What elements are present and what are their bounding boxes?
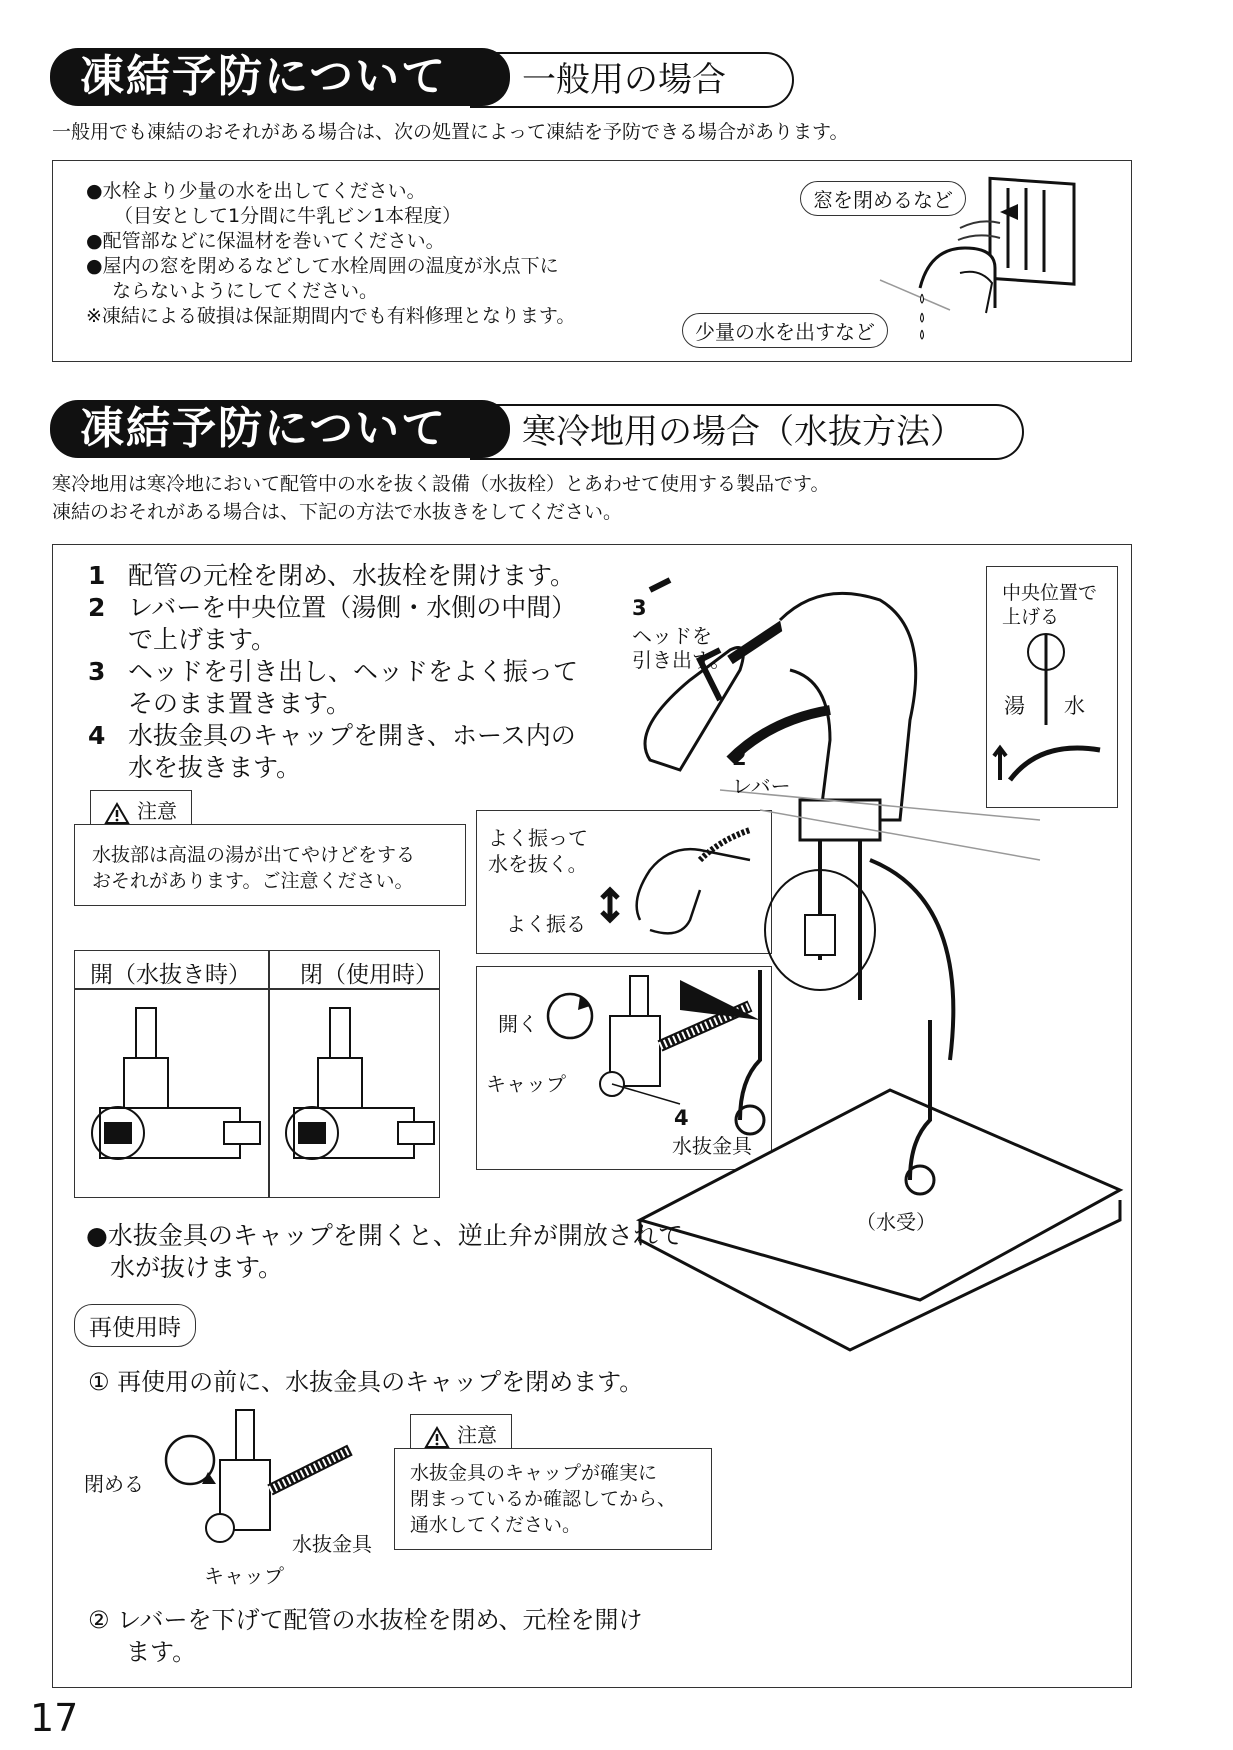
warning-icon bbox=[105, 802, 129, 824]
reuse-label: 再使用時 bbox=[74, 1304, 196, 1347]
reuse-step1: ① 再使用の前に、水抜金具のキャップを閉めます。 bbox=[88, 1368, 644, 1396]
fig-step3-line-2: 引き出す。 bbox=[632, 648, 731, 672]
step-2-text: レバーを中央位置（湯側・水側の中間） bbox=[128, 593, 577, 622]
step-4-cont-text: 水を抜きます。 bbox=[128, 753, 302, 782]
step-3-cont bbox=[128, 688, 351, 720]
water-callout: 少量の水を出すなど bbox=[682, 313, 888, 348]
section1-subtitle bbox=[470, 52, 794, 108]
step-3-cont-text: そのまま置きます。 bbox=[128, 689, 352, 718]
reuse-step2-line-2: ます。 bbox=[126, 1638, 197, 1666]
window-faucet-illustration bbox=[900, 168, 1120, 348]
caution2-label: 注意 bbox=[457, 1423, 497, 1447]
step-2-cont-text: で上げます。 bbox=[128, 625, 277, 654]
section2-title: 凍結予防について bbox=[50, 400, 510, 458]
s1-bullet-6: ※凍結による破損は保証期間内でも有料修理となります。 bbox=[86, 305, 576, 327]
lever-center-illustration bbox=[990, 630, 1120, 800]
step-2 bbox=[88, 592, 576, 624]
step-1-num: 1 bbox=[88, 561, 106, 590]
center-line-2: 上げる bbox=[1002, 606, 1060, 628]
step-3 bbox=[88, 656, 578, 688]
hot-label: 湯 bbox=[1004, 694, 1025, 718]
valve-closed-label: 閉（使用時） bbox=[300, 962, 438, 988]
caution2-line-1: 水抜金具のキャップが確実に bbox=[410, 1462, 658, 1484]
caution2-tab bbox=[410, 1414, 512, 1452]
caution1-line-2: おそれがあります。ご注意ください。 bbox=[92, 870, 414, 892]
valve-closed-illustration bbox=[278, 998, 458, 1188]
valve-open-label: 開（水抜き時） bbox=[90, 962, 251, 988]
step-1-text: 配管の元栓を閉め、水抜栓を開けます。 bbox=[128, 561, 576, 590]
step-4-cont bbox=[128, 752, 301, 784]
shake-action: よく振る bbox=[506, 912, 586, 936]
step-4 bbox=[88, 720, 576, 752]
cold-label: 水 bbox=[1064, 694, 1085, 718]
valve-open-illustration bbox=[84, 998, 264, 1188]
warning-icon bbox=[425, 1426, 449, 1448]
s1-bullet-4: ●屋内の窓を閉めるなどして水栓周囲の温度が氷点下に bbox=[86, 255, 559, 277]
caution1-line-1: 水抜部は高温の湯が出てやけどをする bbox=[92, 844, 416, 866]
s1-bullet-1: ●水栓より少量の水を出してください。 bbox=[86, 180, 426, 202]
section2-intro-1: 寒冷地用は寒冷地において配管中の水を抜く設備（水抜栓）とあわせて使用する製品です。 bbox=[52, 473, 830, 495]
shake-line-1: よく振って bbox=[488, 826, 588, 850]
s1-bullet-2: （目安として1分間に牛乳ビン1本程度） bbox=[114, 205, 462, 227]
section2-intro-2: 凍結のおそれがある場合は、下記の方法で水抜きをしてください。 bbox=[52, 501, 623, 523]
step-4-text: 水抜金具のキャップを開き、ホース内の bbox=[128, 721, 576, 750]
section1-title: 凍結予防について bbox=[50, 48, 510, 106]
fig-step3-line-1: ヘッドを bbox=[632, 624, 712, 648]
caution2-line-3: 通水してください。 bbox=[410, 1514, 582, 1536]
note-line-1: ●水抜金具のキャップを開くと、逆止弁が開放されて bbox=[86, 1221, 683, 1250]
center-line-1: 中央位置で bbox=[1002, 582, 1098, 604]
caution1-tab bbox=[90, 790, 192, 828]
shake-line-2: 水を抜く。 bbox=[488, 852, 588, 876]
caution2-line-2: 閉まっているか確認してから、 bbox=[410, 1488, 677, 1510]
cap-cap-label: キャップ bbox=[486, 1072, 566, 1096]
cap-fitting-label: 水抜金具 bbox=[672, 1134, 752, 1158]
step-1 bbox=[88, 560, 575, 592]
reuse-step2-line-1: ② レバーを下げて配管の水抜栓を閉め、元栓を開け bbox=[88, 1606, 643, 1634]
step-2-num: 2 bbox=[88, 593, 106, 622]
step-3-num: 3 bbox=[88, 657, 106, 686]
s1-bullet-3: ●配管部などに保温材を巻いてください。 bbox=[86, 230, 445, 252]
step-3-text: ヘッドを引き出し、ヘッドをよく振って bbox=[128, 657, 579, 686]
reuse-close-label: 閉める bbox=[84, 1472, 144, 1496]
caution1-label: 注意 bbox=[137, 799, 177, 823]
s1-bullet-5: ならないようにしてください。 bbox=[112, 280, 379, 302]
page-number: 17 bbox=[30, 1696, 79, 1740]
cap-open-label: 開く bbox=[498, 1012, 538, 1036]
step-2-cont bbox=[128, 624, 276, 656]
reuse-fitting-label: 水抜金具 bbox=[292, 1532, 372, 1556]
fig-step3-num: 3 bbox=[632, 596, 647, 620]
section1-intro: 一般用でも凍結のおそれがある場合は、次の処置によって凍結を予防できる場合があります。 bbox=[52, 121, 849, 143]
window-callout: 窓を閉めるなど bbox=[800, 181, 966, 216]
reuse-cap-label: キャップ bbox=[204, 1564, 284, 1588]
cap-num: 4 bbox=[674, 1106, 689, 1130]
valve-table-divider bbox=[268, 950, 270, 1198]
fig-step2-num: 2 bbox=[732, 746, 747, 770]
fig-step2-label: レバー bbox=[732, 774, 791, 798]
section1-subtitle-text: 一般用の場合 bbox=[522, 60, 726, 100]
tray-label: （水受） bbox=[856, 1210, 936, 1234]
section2-subtitle-text: 寒冷地用の場合（水抜方法） bbox=[522, 412, 964, 452]
section2-subtitle bbox=[470, 404, 1024, 460]
note-line-2: 水が抜けます。 bbox=[110, 1253, 284, 1282]
step-4-num: 4 bbox=[88, 721, 106, 750]
